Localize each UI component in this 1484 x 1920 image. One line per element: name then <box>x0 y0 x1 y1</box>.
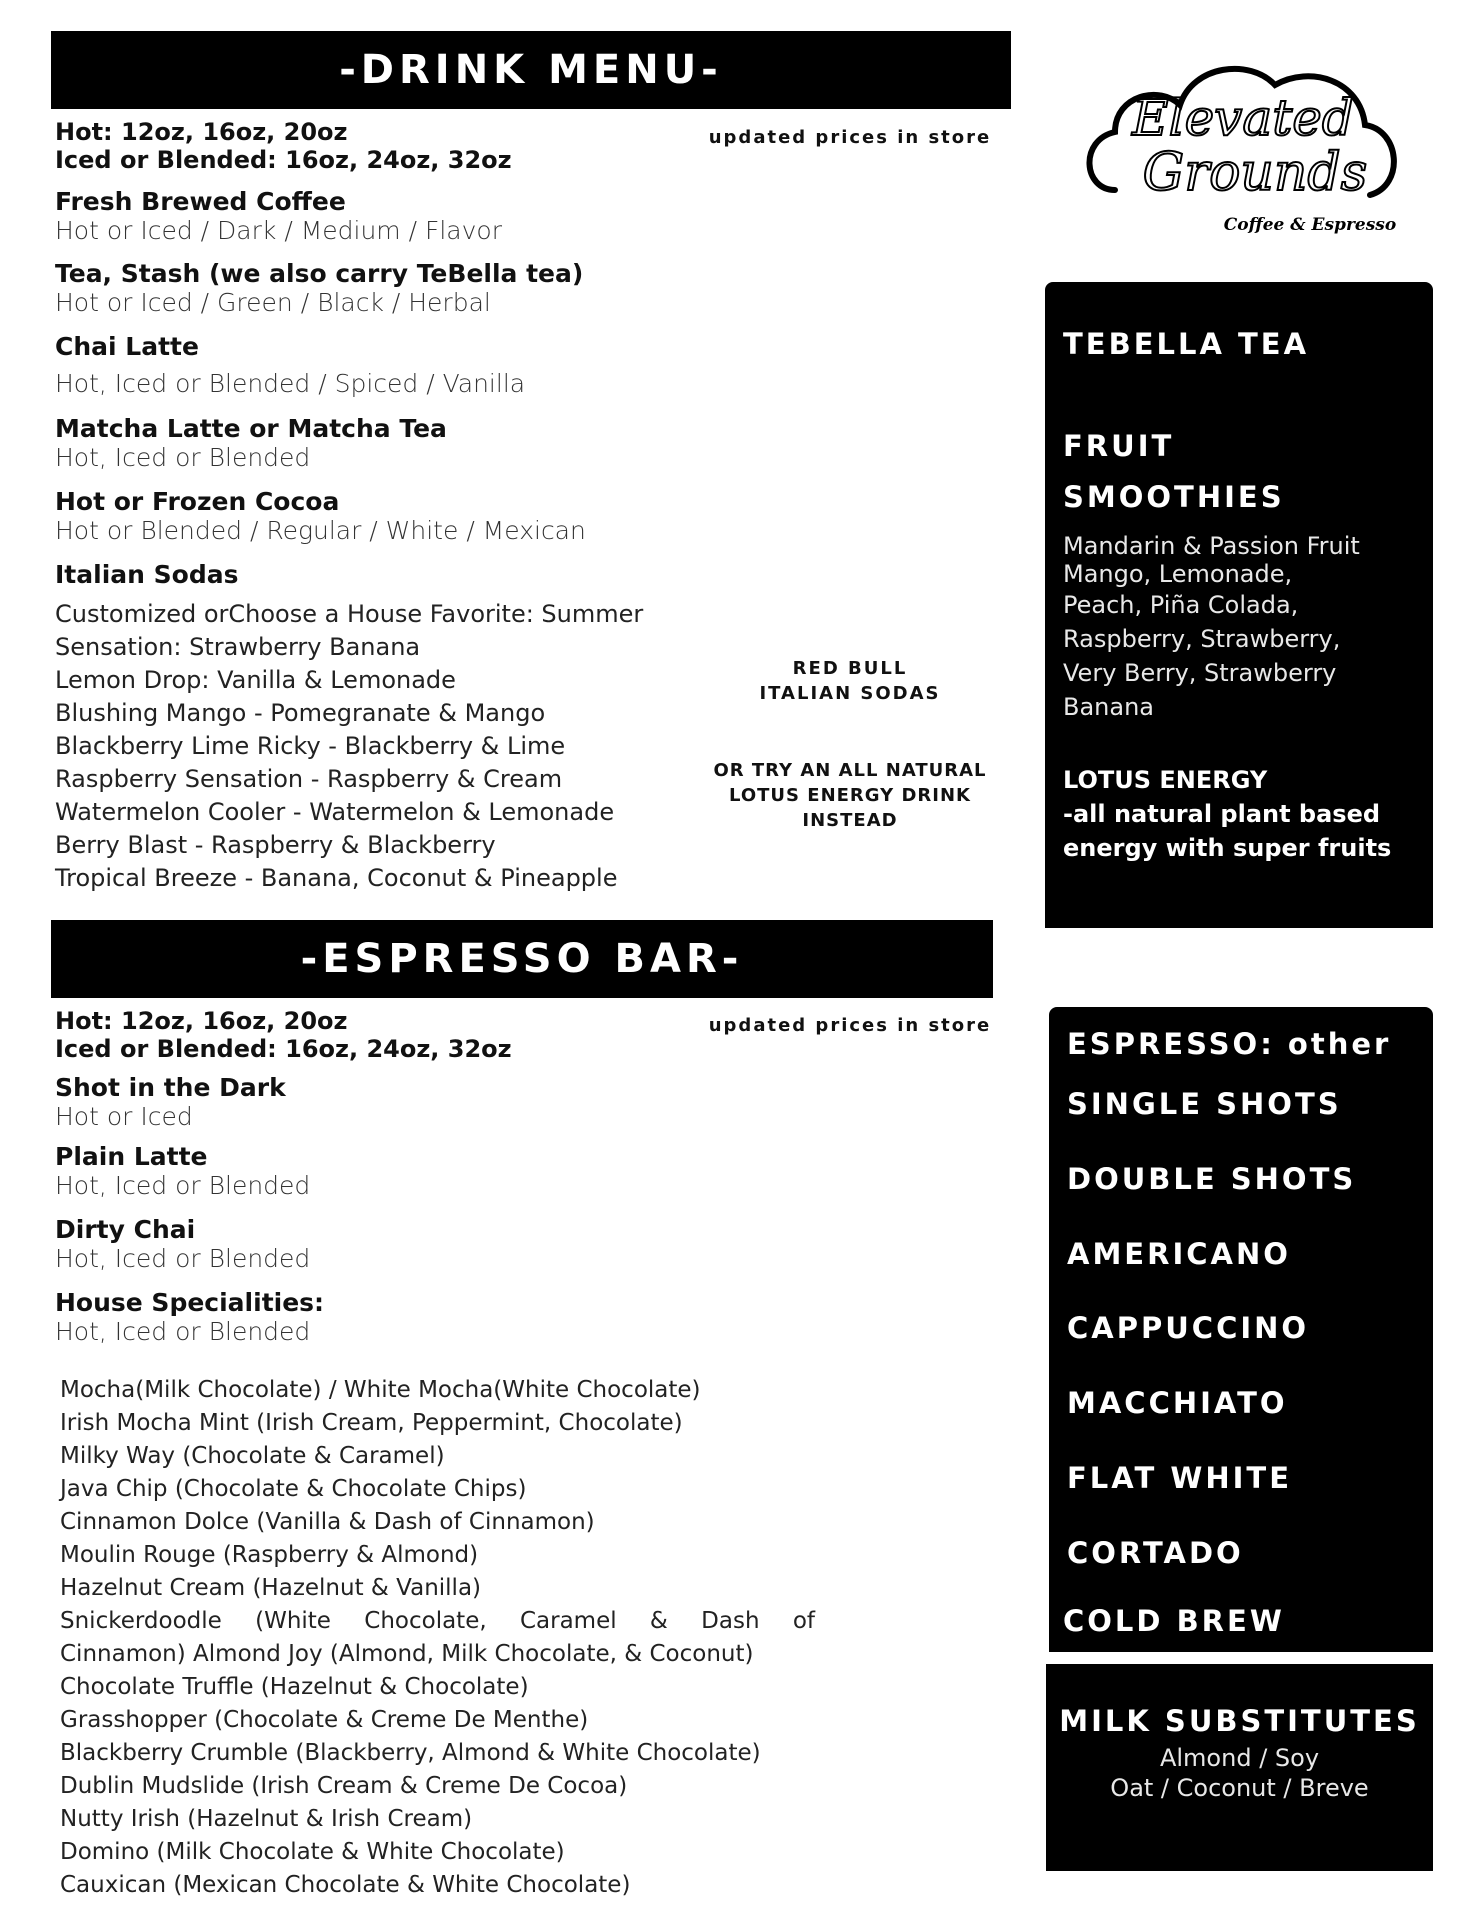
item-options: Hot, Iced or Blended <box>55 1171 311 1200</box>
logo-tagline: Coffee & Espresso <box>1223 215 1397 235</box>
espresso-item: CORTADO <box>1067 1536 1244 1570</box>
promo-line: ITALIAN SODAS <box>759 683 941 704</box>
flavor-line: Mango, Lemonade, <box>1063 560 1293 588</box>
redbull-promo <box>700 656 1000 706</box>
item-title: Italian Sodas <box>55 560 239 589</box>
list-item: Milky Way (Chocolate & Caramel) <box>60 1443 445 1469</box>
promo-line: LOTUS ENERGY DRINK <box>729 785 971 806</box>
item-options: Hot, Iced or Blended <box>55 1317 311 1346</box>
espresso-item: COLD BREW <box>1063 1604 1285 1638</box>
item-options: Hot or Iced <box>55 1102 193 1131</box>
price-note: updated prices in store <box>708 1015 992 1036</box>
list-item: Cauxican (Mexican Chocolate & White Chocolate) <box>60 1872 631 1898</box>
espresso-other-panel <box>1049 1007 1433 1652</box>
espresso-other-heading: ESPRESSO: other <box>1067 1027 1392 1061</box>
sizes-hot: Hot: 12oz, 16oz, 20oz <box>55 118 348 146</box>
menu-item <box>55 259 583 317</box>
list-item: Berry Blast - Raspberry & Blackberry <box>55 831 496 859</box>
espresso-item: AMERICANO <box>1067 1237 1291 1271</box>
item-title: Shot in the Dark <box>55 1073 286 1102</box>
lotus-line: energy with super fruits <box>1063 834 1392 862</box>
item-title: Chai Latte <box>55 332 199 361</box>
item-options: Hot or Iced / Green / Black / Herbal <box>55 288 491 317</box>
item-title: Plain Latte <box>55 1142 208 1171</box>
list-item: Nutty Irish (Hazelnut & Irish Cream) <box>60 1806 473 1832</box>
tea-smoothie-panel <box>1045 282 1433 928</box>
item-title: Matcha Latte or Matcha Tea <box>55 414 447 443</box>
list-item: Domino (Milk Chocolate & White Chocolate) <box>60 1839 565 1865</box>
lotus-promo <box>700 758 1000 833</box>
list-item: Snickerdoodle (White Chocolate, Caramel & Dash of <box>60 1608 816 1634</box>
sizes-iced: Iced or Blended: 16oz, 24oz, 32oz <box>55 146 512 174</box>
list-item: Blackberry Crumble (Blackberry, Almond & White Chocolate) <box>60 1740 761 1766</box>
list-item: Hazelnut Cream (Hazelnut & Vanilla) <box>60 1575 482 1601</box>
milk-substitutes-panel <box>1046 1664 1433 1871</box>
item-options: Hot, Iced or Blended / Spiced / Vanilla <box>55 369 526 398</box>
item-title: Dirty Chai <box>55 1215 196 1244</box>
espresso-item: FLAT WHITE <box>1067 1461 1292 1495</box>
flavor-line: Mandarin & Passion Fruit <box>1063 532 1360 560</box>
price-note: updated prices in store <box>708 127 992 148</box>
menu-item <box>55 1215 310 1273</box>
espresso-item: SINGLE SHOTS <box>1067 1087 1342 1121</box>
smoothies-heading-1: FRUIT <box>1063 429 1175 463</box>
item-options: Hot, Iced or Blended <box>55 1244 311 1273</box>
list-item: Blushing Mango - Pomegranate & Mango <box>55 699 546 727</box>
espresso-sizes <box>55 1007 512 1063</box>
list-item: Tropical Breeze - Banana, Coconut & Pineapple <box>55 864 618 892</box>
espresso-item: MACCHIATO <box>1067 1386 1288 1420</box>
milk-heading: MILK SUBSTITUTES <box>1059 1704 1420 1738</box>
flavor-line: Very Berry, Strawberry <box>1063 659 1337 687</box>
logo-word-1: Elevated <box>1132 89 1354 147</box>
specialty-list <box>60 1374 815 1902</box>
cloud-logo-icon <box>1075 40 1415 250</box>
list-item: Raspberry Sensation - Raspberry & Cream <box>55 765 563 793</box>
list-item: Customized orChoose a House Favorite: Summer <box>55 600 644 628</box>
list-item: Dublin Mudslide (Irish Cream & Creme De Cocoa) <box>60 1773 628 1799</box>
espresso-bar-header: -ESPRESSO BAR- <box>51 920 993 998</box>
list-item: Cinnamon Dolce (Vanilla & Dash of Cinnamon) <box>60 1509 595 1535</box>
menu-item <box>55 187 502 245</box>
list-item: Mocha(Milk Chocolate) / White Mocha(White Chocolate) <box>60 1377 701 1403</box>
list-item: Chocolate Truffle (Hazelnut & Chocolate) <box>60 1674 529 1700</box>
elevated-grounds-logo <box>1075 40 1415 250</box>
menu-item <box>55 487 586 545</box>
promo-line: RED BULL <box>792 658 908 679</box>
logo-word-2: Grounds <box>1142 143 1368 203</box>
list-item: Blackberry Lime Ricky - Blackberry & Lime <box>55 732 566 760</box>
lotus-heading: LOTUS ENERGY <box>1063 766 1268 794</box>
list-item: Irish Mocha Mint (Irish Cream, Peppermint, Chocolate) <box>60 1410 683 1436</box>
item-title: Fresh Brewed Coffee <box>55 187 346 216</box>
menu-item <box>55 332 525 398</box>
list-item: Sensation: Strawberry Banana <box>55 633 421 661</box>
menu-item <box>55 1288 324 1346</box>
milk-options-2: Oat / Coconut / Breve <box>1110 1774 1369 1802</box>
promo-line: INSTEAD <box>802 810 898 831</box>
menu-item <box>55 560 238 589</box>
milk-options-1: Almond / Soy <box>1159 1744 1320 1772</box>
list-item: Lemon Drop: Vanilla & Lemonade <box>55 666 456 694</box>
smoothie-flavors <box>1063 532 1360 724</box>
list-item: Watermelon Cooler - Watermelon & Lemonade <box>55 798 615 826</box>
tebella-heading: TEBELLA TEA <box>1063 327 1310 361</box>
item-options: Hot or Iced / Dark / Medium / Flavor <box>55 216 502 245</box>
menu-item <box>55 1142 310 1200</box>
drink-menu-header: -DRINK MENU- <box>51 31 1011 109</box>
promo-line: OR TRY AN ALL NATURAL <box>713 760 987 781</box>
drink-sizes <box>55 118 512 174</box>
italian-soda-list <box>55 598 643 895</box>
item-title: Hot or Frozen Cocoa <box>55 487 340 516</box>
menu-item <box>55 1073 286 1131</box>
list-item: Moulin Rouge (Raspberry & Almond) <box>60 1542 479 1568</box>
item-options: Hot or Blended / Regular / White / Mexican <box>55 516 586 545</box>
list-item: Java Chip (Chocolate & Chocolate Chips) <box>60 1476 527 1502</box>
item-title: House Specialities: <box>55 1288 325 1317</box>
menu-item <box>55 414 447 472</box>
espresso-item: DOUBLE SHOTS <box>1067 1162 1357 1196</box>
flavor-line: Banana <box>1063 693 1155 721</box>
smoothies-heading-2: SMOOTHIES <box>1063 480 1285 514</box>
lotus-line: -all natural plant based <box>1063 800 1381 828</box>
lotus-description <box>1063 797 1391 865</box>
list-item: Cinnamon) Almond Joy (Almond, Milk Chocolate, & Coconut) <box>60 1641 754 1667</box>
list-item: Grasshopper (Chocolate & Creme De Menthe) <box>60 1707 589 1733</box>
sizes-iced: Iced or Blended: 16oz, 24oz, 32oz <box>55 1035 512 1063</box>
flavor-line: Peach, Piña Colada, <box>1063 591 1299 619</box>
item-title: Tea, Stash (we also carry TeBella tea) <box>55 259 584 288</box>
espresso-item: CAPPUCCINO <box>1067 1311 1310 1345</box>
sizes-hot: Hot: 12oz, 16oz, 20oz <box>55 1007 348 1035</box>
item-options: Hot, Iced or Blended <box>55 443 311 472</box>
flavor-line: Raspberry, Strawberry, <box>1063 625 1341 653</box>
